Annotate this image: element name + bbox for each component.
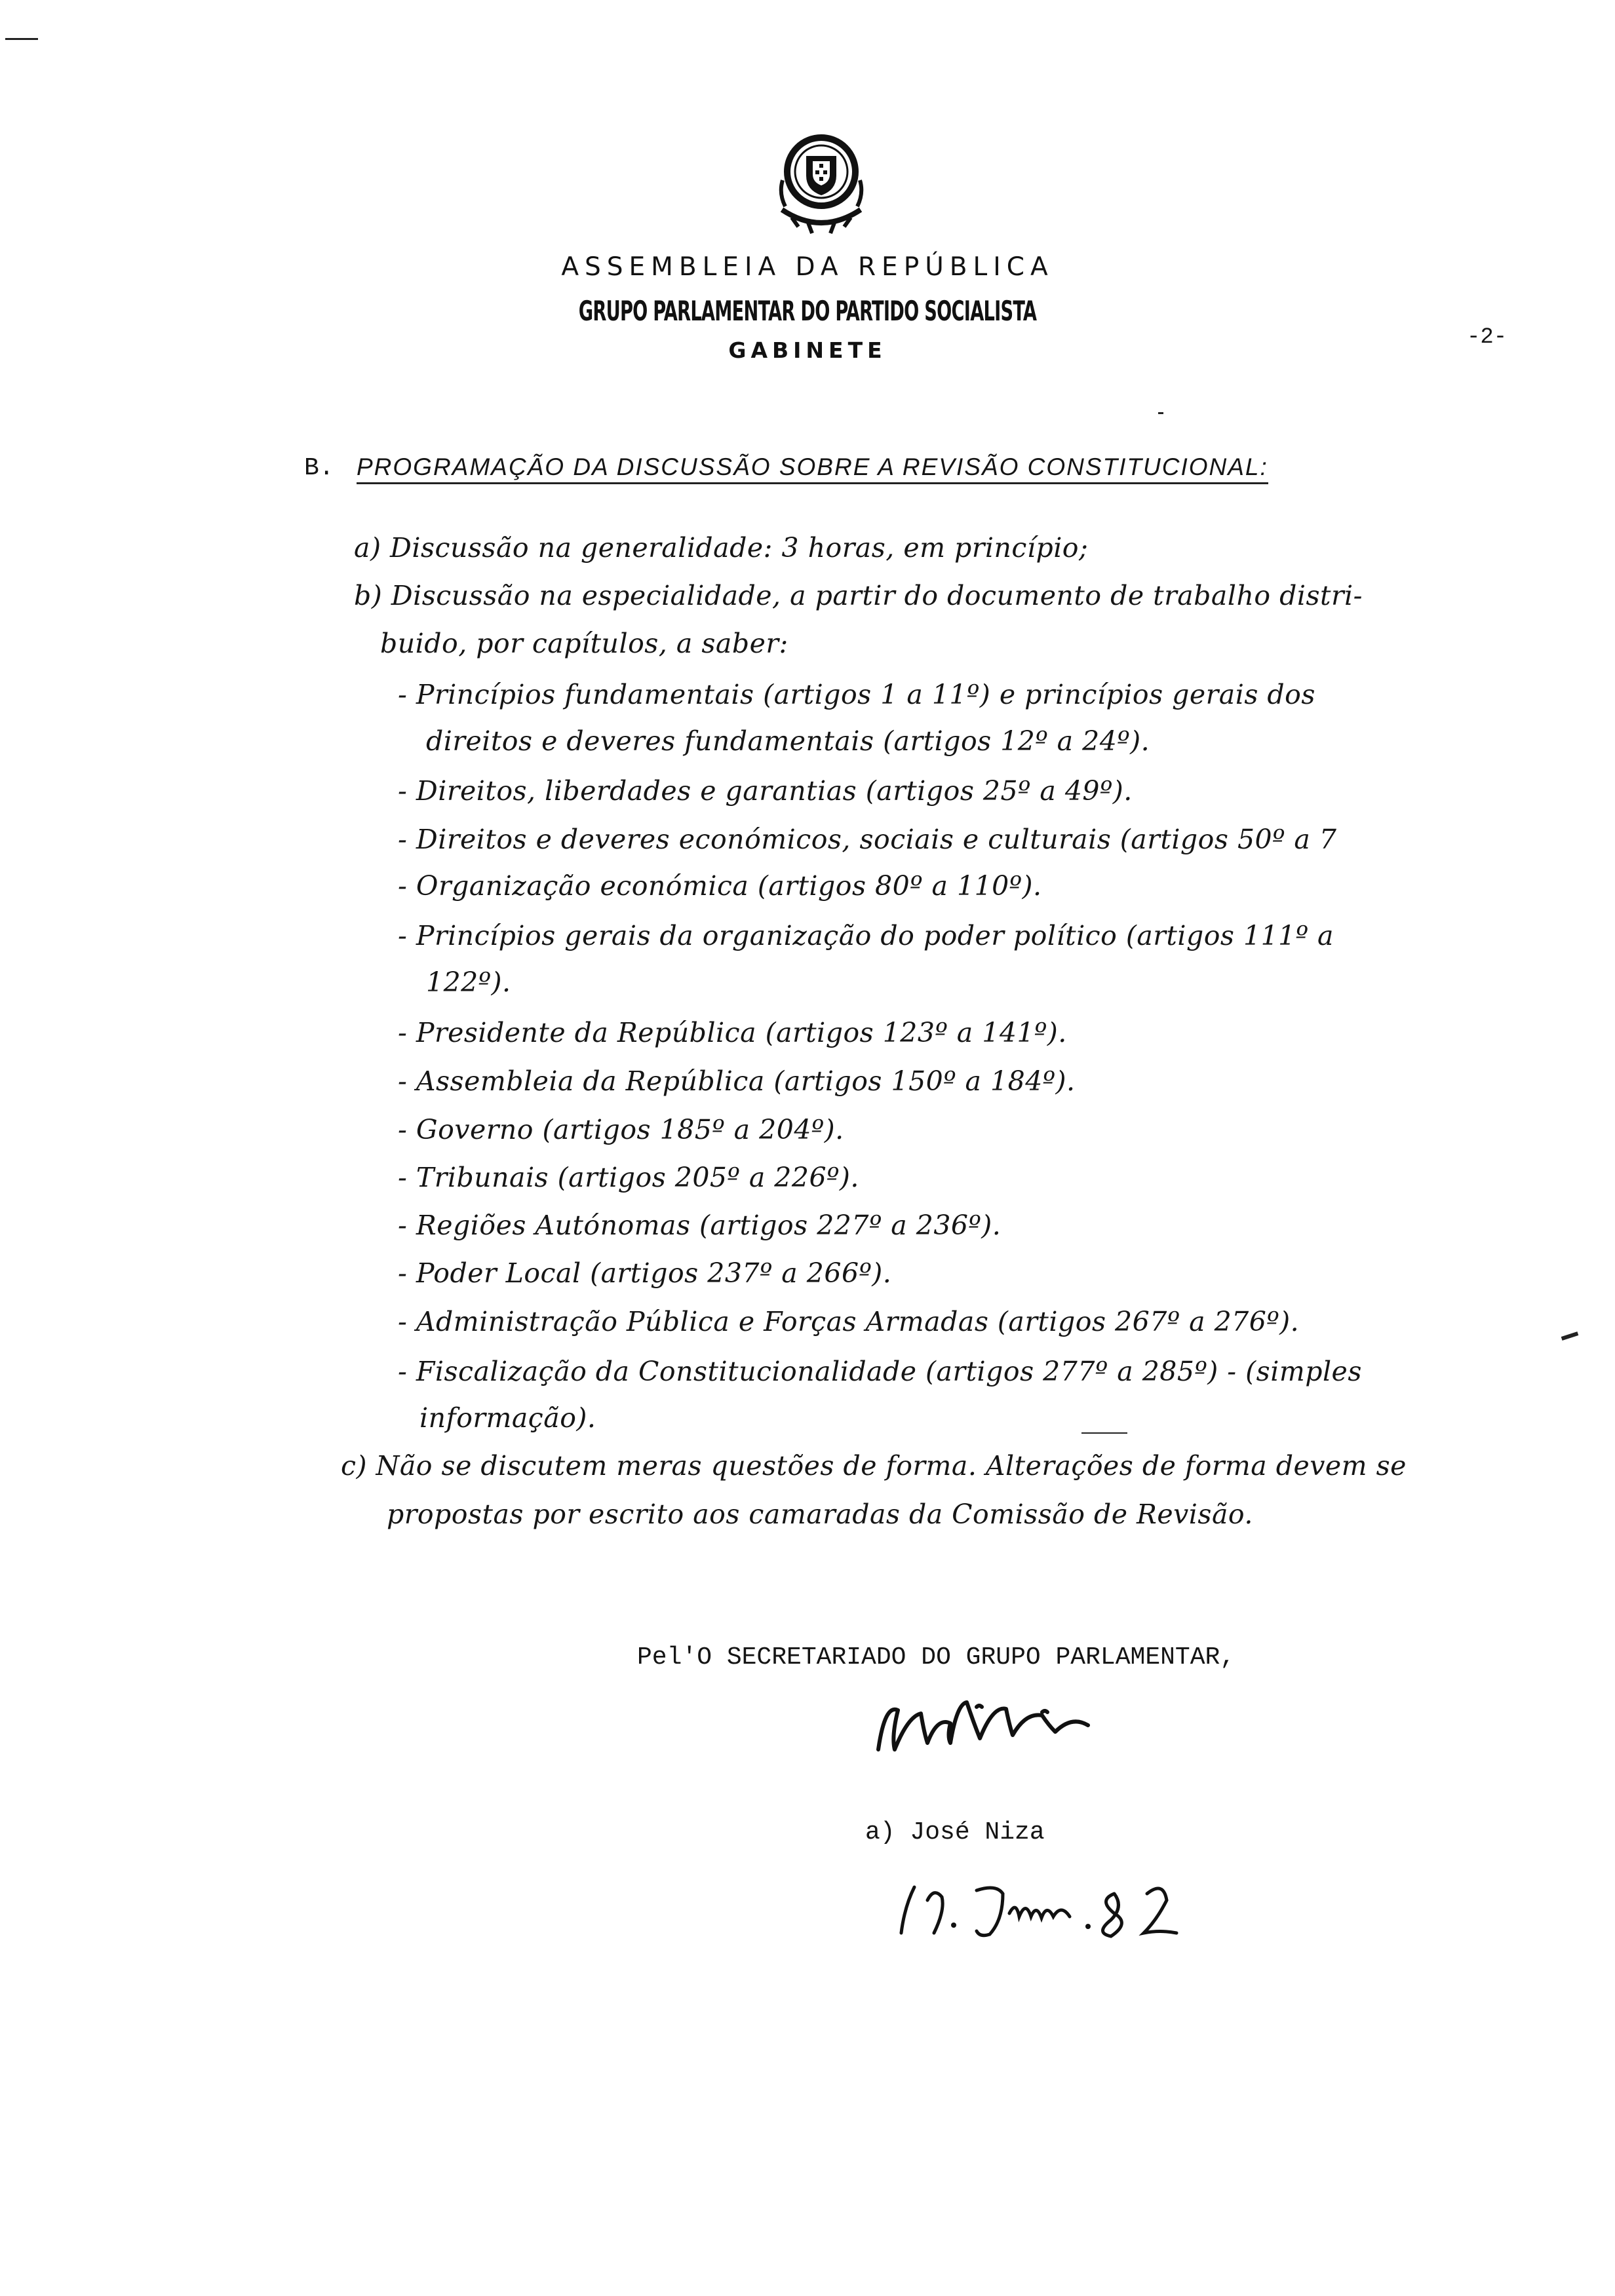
item-b: b) Discussão na especialidade, a partir do documento de trabalho distri- (354, 580, 1363, 611)
chapter-assembly: - Assembleia da República (artigos 150º a 184º). (398, 1065, 1076, 1097)
institution-name: ASSEMBLEIA DA REPÚBLICA (561, 252, 1054, 282)
item-a: a) Discussão na generalidade: 3 horas, em princípio; (354, 532, 1089, 564)
coat-of-arms-emblem (772, 131, 870, 239)
signatory-name: a) José Niza (865, 1818, 1045, 1846)
chapter-constitutional-review: - Fiscalização da Constitucionalidade (artigos 277º a 285º) - (simples (398, 1356, 1362, 1387)
chapter-local-power: - Poder Local (artigos 237º a 266º). (398, 1257, 892, 1289)
chapter-economic-rights: - Direitos e deveres económicos, sociais e culturais (artigos 50º a 7 (398, 824, 1337, 855)
chapter-public-administration: - Administração Pública e Forças Armadas (artigos 267º a 276º). (398, 1306, 1300, 1337)
scan-mark (1081, 1432, 1127, 1434)
handwritten-date (891, 1874, 1206, 1940)
scan-mark (5, 38, 38, 40)
chapter-rights-freedoms: - Direitos, liberdades e garantias (artigos 25º a 49º). (398, 775, 1133, 807)
scan-mark (1158, 412, 1163, 414)
section-letter: B. (304, 454, 334, 482)
chapter-fundamental-principles: - Princípios fundamentais (artigos 1 a 11º) e princípios gerais dos (398, 679, 1315, 710)
chapter-autonomous-regions: - Regiões Autónomas (artigos 227º a 236º). (398, 1210, 1002, 1241)
chapter-constitutional-review-continuation: informação). (419, 1402, 596, 1434)
chapter-government: - Governo (artigos 185º a 204º). (398, 1114, 844, 1145)
chapter-economic-organisation: - Organização económica (artigos 80º a 110º). (398, 870, 1042, 902)
chapter-fundamental-principles-continuation: direitos e deveres fundamentais (artigos 12º a 24º). (426, 725, 1150, 757)
chapter-courts: - Tribunais (artigos 205º a 226º). (398, 1162, 859, 1193)
item-b-continuation: buido, por capítulos, a saber: (380, 628, 788, 659)
item-c-continuation: propostas por escrito aos camaradas da Comissão de Revisão. (387, 1499, 1253, 1530)
item-c: c) Não se discutem meras questões de forma. Alterações de forma devem se (341, 1450, 1407, 1482)
office-name: GABINETE (728, 337, 887, 363)
page-number: -2- (1467, 325, 1508, 350)
parliamentary-group-name: GRUPO PARLAMENTAR DO PARTIDO SOCIALISTA (578, 295, 1037, 327)
handwritten-signature (865, 1687, 1127, 1772)
chapter-political-power: - Princípios gerais da organização do poder político (artigos 111º a (398, 920, 1334, 951)
section-title: PROGRAMAÇÃO DA DISCUSSÃO SOBRE A REVISÃO CONSTITUCIONAL: (357, 453, 1268, 484)
chapter-political-power-continuation: 122º). (426, 966, 511, 998)
chapter-president: - Presidente da República (artigos 123º a 141º). (398, 1017, 1067, 1048)
signed-by-line: Pel'O SECRETARIADO DO GRUPO PARLAMENTAR, (637, 1643, 1236, 1672)
scan-mark (1561, 1331, 1579, 1341)
